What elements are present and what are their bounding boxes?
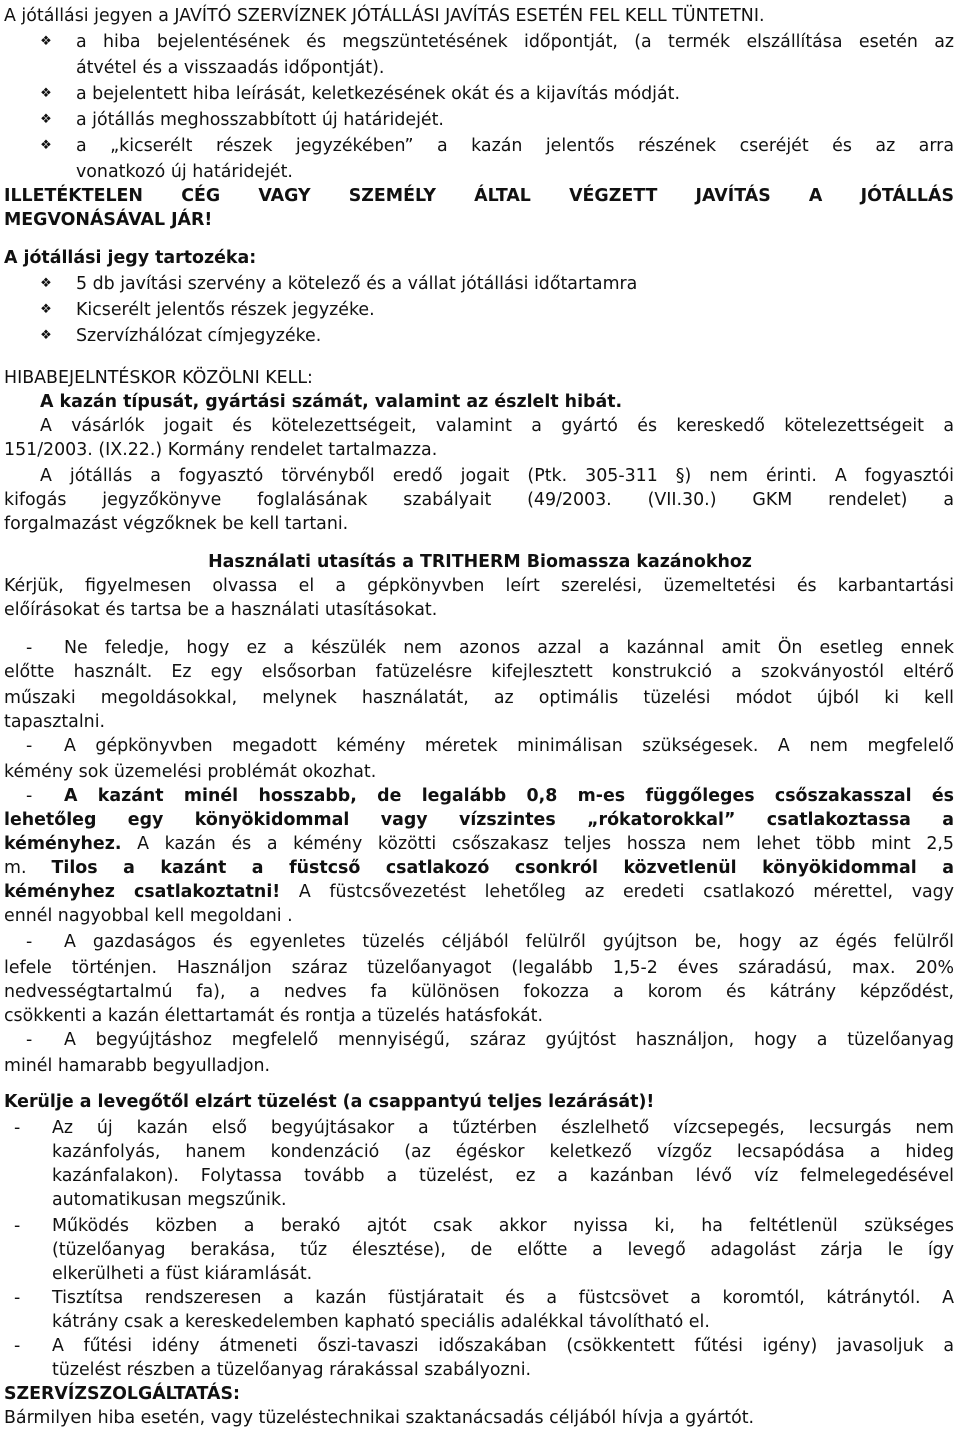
note-4: A fűtési idény átmeneti őszi-tavaszi időszakában (csökkentett fűtési igény) javasoljuk a bbox=[52, 1336, 954, 1356]
tip-2-cont: kémény sok üzemelési problémát okozhat. bbox=[4, 762, 377, 782]
tip-3: A kazánt minél hosszabb, de legalább 0,8 m-es függőleges csőszakasszal és bbox=[64, 786, 954, 806]
consumer-rights: A jótállás a fogyasztó törvényből eredő jogait (Ptk. 305-311 §) nem érinti. A fogyasztói bbox=[40, 466, 954, 486]
report-title: HIBABEJELNTÉSKOR KÖZÖLNI KELL: bbox=[4, 368, 313, 388]
tip-3-line-6: ennél nagyobbal kell megoldani . bbox=[4, 906, 293, 926]
tip-3-start: m. bbox=[4, 858, 52, 878]
note-1-line-3: kazánfalakon). Folytassa tovább a tüzelést, ez a kazánban lévő víz felmelegedésével bbox=[52, 1166, 954, 1186]
note-1-line-4: automatikusan megszűnik. bbox=[52, 1190, 287, 1210]
dash-bullet-icon: - bbox=[14, 1288, 21, 1308]
dash-bullet-icon: - bbox=[26, 1030, 33, 1050]
tip-3-line-3 bbox=[4, 832, 954, 856]
tip-1-line-3: műszaki megoldásokkal, melynek használatát, az optimális tüzelési módot újból ki kell bbox=[4, 688, 954, 708]
tip-5-cont: minél hamarabb begyulladjon. bbox=[4, 1056, 271, 1076]
note-3-cont: kátrány csak a kereskedelemben kapható speciális adalékkal távolítható el. bbox=[52, 1312, 710, 1332]
note-4-cont: tüzelést részben a tüzelőanyag rárakással szabályozni. bbox=[52, 1360, 532, 1380]
accessory-item-1: 5 db javítási szervény a kötelező és a vállat jótállási időtartamra bbox=[76, 274, 638, 294]
tip-4-line-4: csökkenti a kazán élettartamát és rontja a tüzelés hatásfokát. bbox=[4, 1006, 543, 1026]
warranty-item-4-cont: vonatkozó új határidejét. bbox=[76, 162, 293, 182]
diamond-dots-bullet-icon: ❖ bbox=[40, 276, 52, 291]
manual-intro-cont: előírásokat és tartsa be a használati utasításokat. bbox=[4, 600, 438, 620]
warranty-item-1: a hiba bejelentésének és megszüntetésének időpontját, (a termék elszállítása esetén az bbox=[76, 32, 954, 52]
service-text: Bármilyen hiba esetén, vagy tüzeléstechnikai szaktanácsadás céljából hívja a gyártót. bbox=[4, 1408, 755, 1428]
manual-intro: Kérjük, figyelmesen olvassa el a gépkönyvben leírt szerelési, üzemeltetési és karbantartási bbox=[4, 576, 954, 596]
note-1: Az új kazán első begyújtásakor a tűztérben észlelhető vízcsepegés, lecsurgás nem bbox=[52, 1118, 954, 1138]
tip-5: A begyújtáshoz megfelelő mennyiségű, száraz gyújtóst használjon, hogy a tüzelőanyag bbox=[64, 1030, 954, 1050]
tip-3-prohibition-end: kéményhez csatlakoztatni! bbox=[4, 882, 281, 902]
dash-bullet-icon: - bbox=[26, 736, 33, 756]
tip-4-line-3: nedvességtartalmú fa), a nedves fa különösen fokozza a korom és kátrány képződést, bbox=[4, 982, 954, 1002]
accessories-title: A jótállási jegy tartozéka: bbox=[4, 248, 257, 268]
diamond-dots-bullet-icon: ❖ bbox=[40, 302, 52, 317]
unauthorized-repair-warning-cont: MEGVONÁSÁVAL JÁR! bbox=[4, 210, 213, 230]
tip-3-line-4 bbox=[4, 856, 954, 880]
tip-3-line-2: lehetőleg egy könyökidommal vagy vízszintes „rókatorokkal” csatlakoztassa a bbox=[4, 810, 954, 830]
note-3: Tisztítsa rendszeresen a kazán füstjáratait és a füstcsövet a koromtól, kátránytól. A bbox=[52, 1288, 954, 1308]
tip-4: A gazdaságos és egyenletes tüzelés céljából felülről gyújtson be, hogy az égés felülről bbox=[64, 932, 954, 952]
tip-3-rest: A kazán és a kémény közötti csőszakasz teljes hossza nem lehet több mint 2,5 bbox=[121, 834, 954, 854]
tip-3-flue-note: A füstcsővezetést lehetőleg az eredeti csatlakozó mérettel, vagy bbox=[280, 882, 954, 902]
closed-firing-warning: Kerülje a levegőtől elzárt tüzelést (a csappantyú teljes lezárását)! bbox=[4, 1092, 655, 1112]
tip-2: A gépkönyvben megadott kémény méretek minimálisan szükségesek. A nem megfelelő bbox=[64, 736, 954, 756]
manual-title: Használati utasítás a TRITHERM Biomassza kazánokhoz bbox=[208, 552, 752, 572]
warranty-intro: A jótállási jegyen a JAVÍTÓ SZERVÍZNEK JÓTÁLLÁSI JAVÍTÁS ESETÉN FEL KELL TÜNTETNI. bbox=[4, 6, 765, 26]
consumer-rights-end: forgalmazást végzőknek be kell tartani. bbox=[4, 514, 349, 534]
buyer-rights-cont: 151/2003. (IX.22.) Kormány rendelet tartalmazza. bbox=[4, 440, 438, 460]
accessory-item-2: Kicserélt jelentős részek jegyzéke. bbox=[76, 300, 375, 320]
dash-bullet-icon: - bbox=[14, 1118, 21, 1138]
diamond-dots-bullet-icon: ❖ bbox=[40, 34, 52, 49]
warranty-item-1-cont: átvétel és a visszaadás időpontját). bbox=[76, 58, 385, 78]
dash-bullet-icon: - bbox=[26, 932, 33, 952]
service-title: SZERVÍZSZOLGÁLTATÁS: bbox=[4, 1384, 240, 1404]
dash-bullet-icon: - bbox=[14, 1336, 21, 1356]
tip-1-line-2: előtte használt. Ez egy elsősorban fatüzelésre kifejlesztett konstrukció a szokványostól eltérő bbox=[4, 662, 954, 682]
note-1-line-2: kazánfolyás, hanem kondenzáció (az égéskor keletkező vízgőz lecsapódása a hideg bbox=[52, 1142, 954, 1162]
tip-1-line-4: tapasztalni. bbox=[4, 712, 106, 732]
tip-3-prohibition: Tilos a kazánt a füstcső csatlakozó csonkról közvetlenül könyökidommal a bbox=[51, 858, 954, 878]
warranty-item-2: a bejelentett hiba leírását, keletkezésének okát és a kijavítás módját. bbox=[76, 84, 681, 104]
dash-bullet-icon: - bbox=[14, 1216, 21, 1236]
consumer-rights-cont: kifogás jegyzőkönyve foglalásának szabályait (49/2003. (VII.30.) GKM rendelet) a bbox=[4, 490, 954, 510]
note-2-line-3: elkerülheti a füst kiáramlását. bbox=[52, 1264, 313, 1284]
report-requirements: A kazán típusát, gyártási számát, valamint az észlelt hibát. bbox=[40, 392, 623, 412]
tip-3-bold-part: kéményhez. bbox=[4, 834, 122, 854]
note-2: Működés közben a berakó ajtót csak akkor nyissa ki, ha feltétlenül szükséges bbox=[52, 1216, 954, 1236]
diamond-dots-bullet-icon: ❖ bbox=[40, 86, 52, 101]
unauthorized-repair-warning: ILLETÉKTELEN CÉG VAGY SZEMÉLY ÁLTAL VÉGZETT JAVÍTÁS A JÓTÁLLÁS bbox=[4, 186, 954, 206]
dash-bullet-icon: - bbox=[26, 638, 33, 658]
warranty-item-3: a jótállás meghosszabbított új határidejét. bbox=[76, 110, 444, 130]
note-2-line-2: (tüzelőanyag berakása, tűz élesztése), de előtte a levegő adagolást zárja le így bbox=[52, 1240, 954, 1260]
buyer-rights: A vásárlók jogait és kötelezettségeit, valamint a gyártó és kereskedő kötelezettségeit a bbox=[40, 416, 954, 436]
tip-1: Ne feledje, hogy ez a készülék nem azonos azzal a kazánnal amit Ön esetleg ennek bbox=[64, 638, 954, 658]
tip-4-line-2: lefele történjen. Használjon száraz tüzelőanyagot (legalább 1,5-2 éves száradású, max. 20% bbox=[4, 958, 954, 978]
dash-bullet-icon: - bbox=[26, 786, 33, 806]
diamond-dots-bullet-icon: ❖ bbox=[40, 328, 52, 343]
diamond-dots-bullet-icon: ❖ bbox=[40, 112, 52, 127]
accessory-item-3: Szervízhálózat címjegyzéke. bbox=[76, 326, 322, 346]
tip-3-line-5 bbox=[4, 880, 954, 904]
diamond-dots-bullet-icon: ❖ bbox=[40, 138, 52, 153]
warranty-item-4: a „kicserélt részek jegyzékében” a kazán jelentős részének cseréjét és az arra bbox=[76, 136, 954, 156]
